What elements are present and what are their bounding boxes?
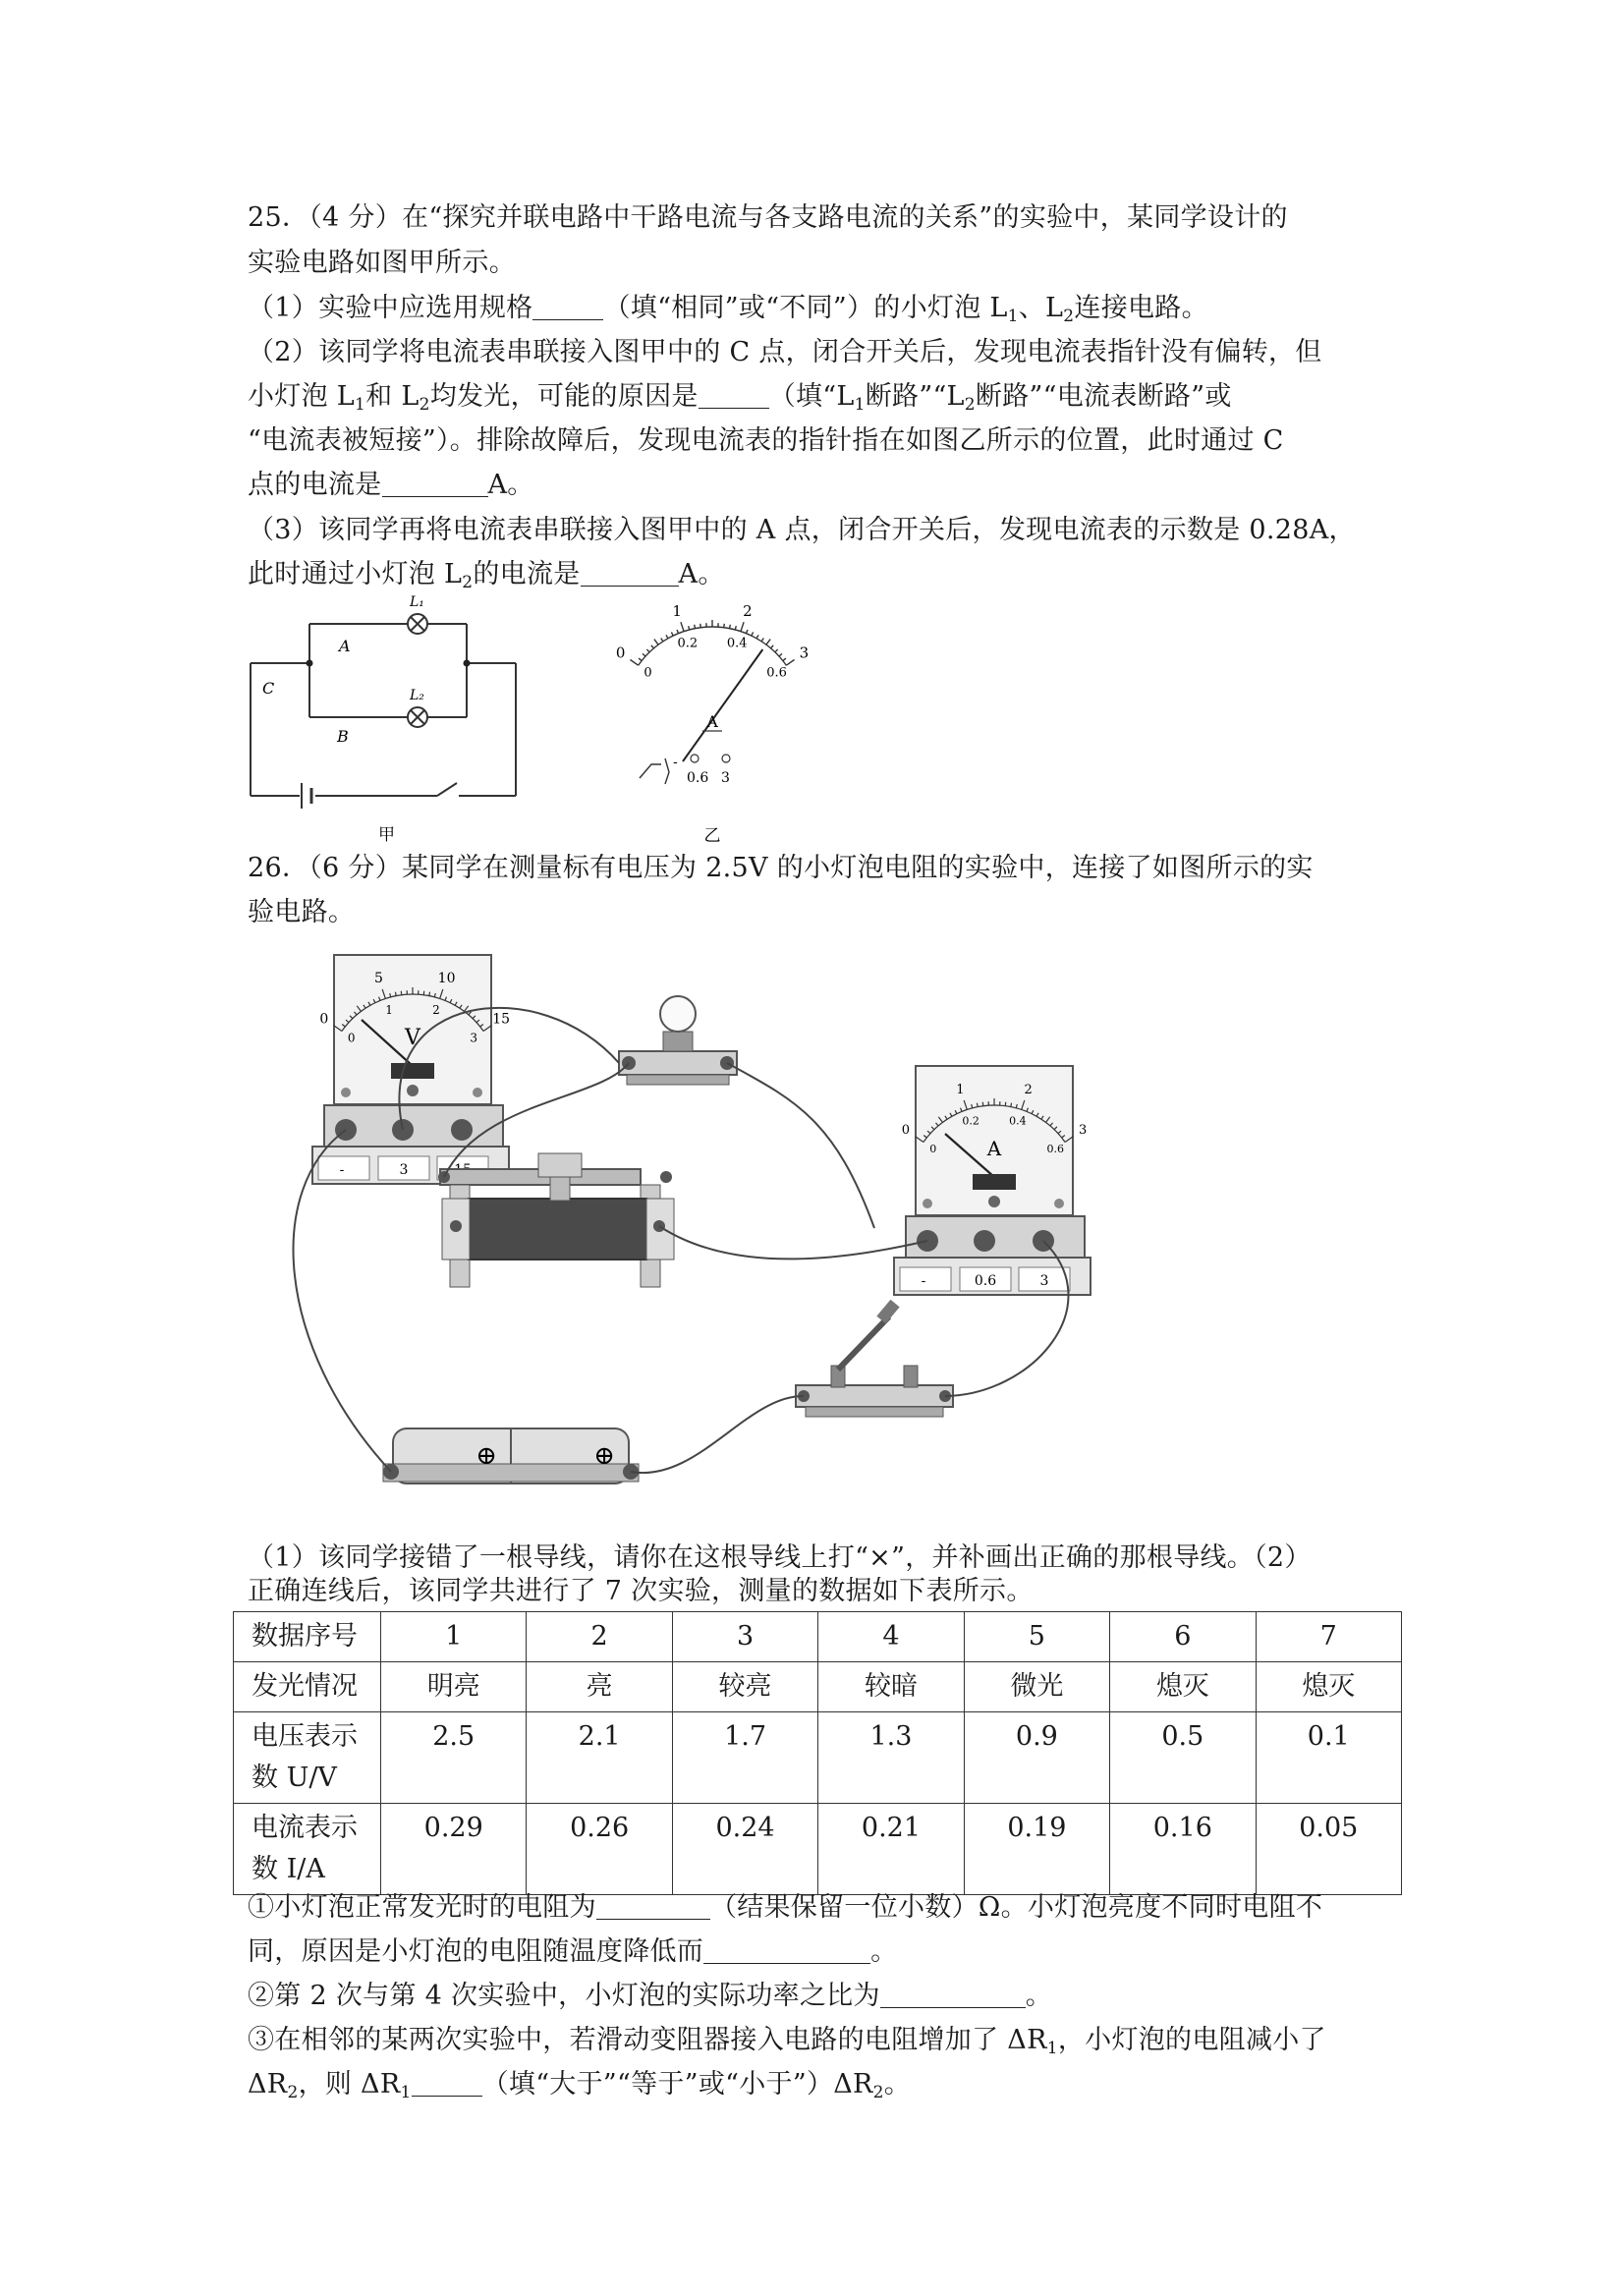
ammeter-unit-label: A (706, 712, 718, 731)
q25-part1: （1）实验中应选用规格 （填“相同”或“不同”）的小灯泡 $L_1$、$L_2$连接电路。 (248, 287, 1208, 330)
scale-tick-label: 0 (347, 1031, 356, 1045)
scale-tick-label: 2 (743, 601, 753, 620)
label-point-c: C (262, 679, 275, 698)
table-row-header: 数据序号 (234, 1612, 381, 1662)
battery-plus-symbol: ⊕ (476, 1441, 497, 1471)
ammeter-pointer (683, 649, 762, 761)
label-l2: L₂ (410, 688, 424, 703)
table-cell: 0.21 (818, 1804, 964, 1895)
scale-tick-label: 0 (901, 1123, 911, 1139)
table-cell: 4 (818, 1612, 964, 1662)
voltmeter-terminal-3: 3 (399, 1162, 409, 1178)
answer-blank[interactable] (412, 2066, 482, 2097)
answer-blank[interactable] (382, 467, 488, 497)
q25-part2-line1: （2）该同学将电流表串联接入图甲中的 C 点，闭合开关后，发现电流表指针没有偏转，但 (248, 337, 1322, 367)
table-cell: 0.29 (381, 1804, 527, 1895)
voltmeter-terminal-neg: - (339, 1162, 345, 1178)
ammeter-unit-label: A (986, 1137, 1002, 1160)
scale-tick-label: 0.4 (1009, 1114, 1027, 1128)
scale-tick-label: 0.6 (766, 665, 787, 681)
table-row (234, 1804, 1402, 1895)
table-row-header: 电流表示 数 I/A (234, 1804, 381, 1895)
answer-blank[interactable] (703, 1933, 870, 1964)
q25-part2-line4: 点的电流是 A。 (248, 464, 534, 507)
scale-tick-label: 0 (929, 1143, 937, 1156)
table-cell: 2.1 (527, 1712, 672, 1804)
figure-yi-ammeter-dial (604, 589, 820, 850)
ammeter-terminal-neg: - (921, 1273, 926, 1289)
scale-tick-label: 2 (432, 1002, 440, 1017)
table-cell: 0.1 (1256, 1712, 1401, 1804)
q25-part2-line3: “电流表被短接”）。排除故障后，发现电流表的指针指在如图乙所示的位置，此时通过 C (248, 425, 1284, 456)
voltmeter-unit-label: V (405, 1026, 420, 1050)
table-cell: 明亮 (381, 1662, 527, 1712)
q26-sub3-line1: ③在相邻的某两次实验中，若滑动变阻器接入电路的电阻增加了 $\Delta R_1$，小灯泡的电阻减小了 (248, 2025, 1326, 2058)
q26-part1-line1: （1）该同学接错了一根导线，请你在这根导线上打“×”，并补画出正确的那根导线。（2） (248, 1542, 1312, 1573)
table-cell: 0.24 (672, 1804, 817, 1895)
knife-switch (796, 1300, 953, 1417)
q26-stem-line2: 验电路。 (248, 897, 356, 927)
table-cell: 较暗 (818, 1662, 964, 1712)
scale-tick-label: 1 (956, 1082, 965, 1097)
table-row-header: 发光情况 (234, 1662, 381, 1712)
table-cell: 0.16 (1110, 1804, 1256, 1895)
q25-stem-line2: 实验电路如图甲所示。 (248, 248, 516, 278)
scale-tick-label: 3 (799, 644, 810, 662)
q25-stem-line1: 25．（4 分）在“探究并联电路中干路电流与各支路电流的关系”的实验中，某同学设计的 (248, 202, 1288, 233)
answer-blank[interactable] (699, 378, 769, 409)
scale-tick-label: 3 (1078, 1123, 1088, 1139)
measurement-table (233, 1611, 1402, 1895)
answer-blank[interactable] (880, 1978, 1026, 2008)
table-cell: 0.9 (964, 1712, 1109, 1804)
table-cell: 3 (672, 1612, 817, 1662)
answer-blank[interactable] (532, 290, 603, 320)
ammeter (894, 1066, 1091, 1295)
terminal-0-6: 0.6 (687, 770, 709, 786)
table-cell: 亮 (527, 1662, 672, 1712)
q26-sub3-line2: $\Delta R_2$，则 $\Delta R_1$ （填“大于”“等于”或“小于$”)\Delta R_2$。 (248, 2063, 911, 2106)
battery-pack (383, 1428, 639, 1484)
scale-tick-label: 5 (373, 971, 383, 987)
q25-part2-line2: 小灯泡 $L_1$和 $L_2$均发光，可能的原因是 （填“$L_1$断路$”“L_2$断路”“电流表断路”或 (248, 375, 1232, 419)
wire-lamp-right (727, 1063, 874, 1228)
answer-blank[interactable] (596, 1889, 710, 1920)
q26-sub1-line2: 同，原因是小灯泡的电阻随温度降低而 。 (248, 1931, 897, 1974)
table-cell: 7 (1256, 1612, 1401, 1662)
table-cell: 微光 (964, 1662, 1109, 1712)
scale-tick-label: 1 (385, 1002, 393, 1017)
ammeter-terminal-0-6: 0.6 (974, 1273, 997, 1289)
scale-tick-label: 1 (672, 601, 682, 620)
table-cell: 6 (1110, 1612, 1256, 1662)
q25-part3-line2: 此时通过小灯泡 $L_2$的电流是 A。 (248, 553, 725, 596)
scale-tick-label: 0.2 (677, 636, 699, 651)
table-cell: 熄灭 (1256, 1662, 1401, 1712)
caption-jia: 甲 (378, 825, 395, 845)
figure-jia-parallel-circuit (241, 585, 535, 850)
table-cell: 较亮 (672, 1662, 817, 1712)
table-cell: 2 (527, 1612, 672, 1662)
table-cell: 5 (964, 1612, 1109, 1662)
table-cell: 0.5 (1110, 1712, 1256, 1804)
q26-part1-line2: 正确连线后，该同学共进行了 7 次实验，测量的数据如下表所示。 (248, 1576, 1034, 1606)
table-cell: 0.19 (964, 1804, 1109, 1895)
scale-tick-label: 0 (615, 644, 626, 662)
wire-rheostat-to-ammeter (659, 1226, 927, 1259)
label-point-a: A (339, 637, 351, 655)
scale-tick-label: 0.2 (962, 1114, 979, 1128)
scale-tick-label: 0.4 (726, 636, 748, 651)
label-l1: L₁ (410, 594, 424, 610)
scale-tick-label: 15 (492, 1011, 511, 1028)
q26-sub2: ②第 2 次与第 4 次实验中，小灯泡的实际功率之比为 。 (248, 1975, 1052, 2018)
figure-physical-circuit (285, 933, 1346, 1523)
table-cell: 1.7 (672, 1712, 817, 1804)
caption-yi: 乙 (703, 826, 721, 846)
label-point-b: B (337, 727, 349, 746)
terminal-3: 3 (721, 770, 730, 786)
table-row (234, 1662, 1402, 1712)
table-cell: 1 (381, 1612, 527, 1662)
wire-switch-to-battery (631, 1396, 804, 1473)
table-cell: 0.26 (527, 1804, 672, 1895)
lamp-holder (619, 996, 737, 1085)
sliding-rheostat (438, 1153, 674, 1287)
table-row (234, 1712, 1402, 1804)
table-row (234, 1612, 1402, 1662)
ammeter-terminal-3: 3 (1039, 1273, 1049, 1289)
table-row-header: 电压表示 数 U/V (234, 1712, 381, 1804)
q26-sub1-line1: ①小灯泡正常发光时的电阻为 （结果保留一位小数）Ω。小灯泡亮度不同时电阻不 (248, 1886, 1322, 1930)
answer-blank[interactable] (581, 556, 679, 587)
scale-tick-label: 10 (437, 971, 456, 987)
voltmeter (312, 955, 510, 1184)
terminal-negative: - (673, 755, 678, 770)
table-cell: 0.05 (1256, 1804, 1401, 1895)
battery-plus-symbol: ⊕ (593, 1441, 615, 1471)
table-cell: 1.3 (818, 1712, 964, 1804)
scale-tick-label: 0 (644, 665, 652, 681)
q26-stem-line1: 26．（6 分）某同学在测量标有电压为 2.5V 的小灯泡电阻的实验中，连接了如图所示的实 (248, 853, 1314, 883)
q25-part3-line1: （3）该同学再将电流表串联接入图甲中的 A 点，闭合开关后，发现电流表的示数是 0.28A， (248, 515, 1356, 545)
scale-tick-label: 2 (1024, 1082, 1033, 1097)
scale-tick-label: 0.6 (1046, 1143, 1065, 1156)
scale-tick-label: 3 (470, 1031, 478, 1045)
scale-tick-label: 0 (319, 1011, 329, 1028)
table-cell: 熄灭 (1110, 1662, 1256, 1712)
table-cell: 2.5 (381, 1712, 527, 1804)
